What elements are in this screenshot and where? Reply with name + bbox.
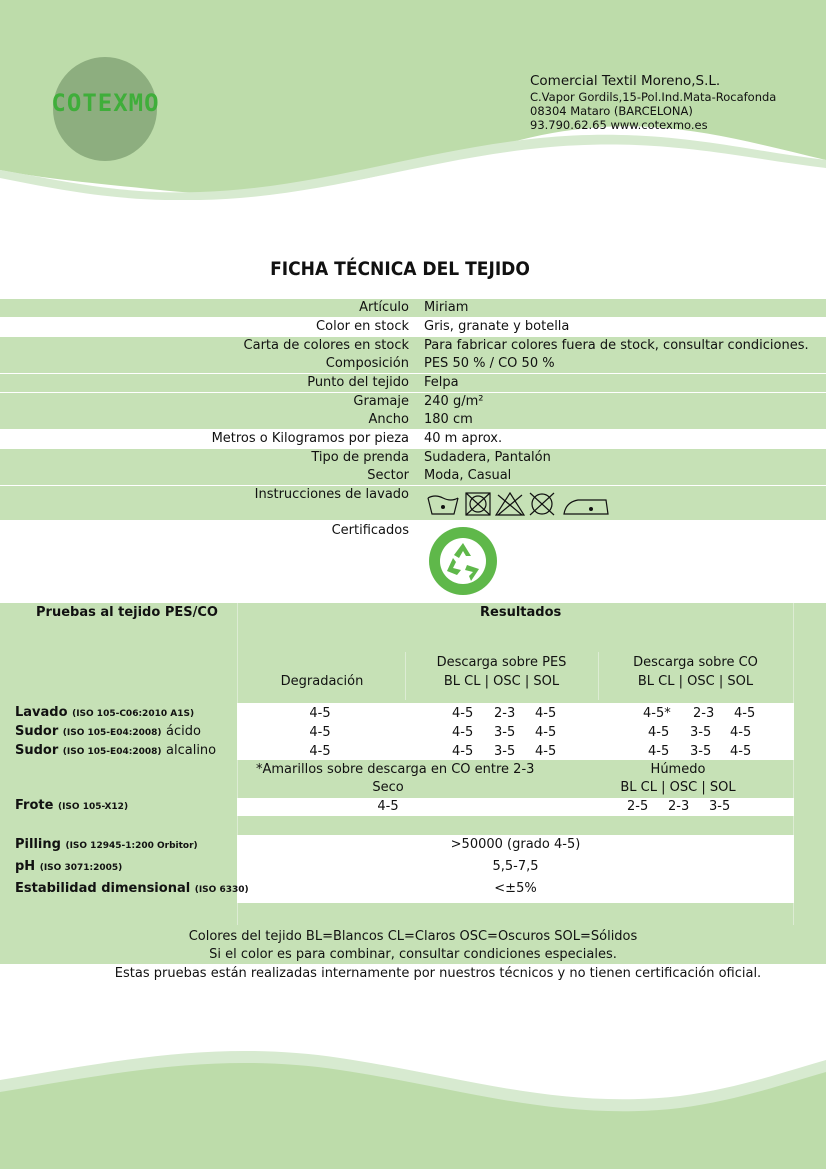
test-row-frote: [15, 798, 128, 813]
test-name: Lavado: [15, 705, 68, 720]
test-name: Sudor: [15, 743, 59, 758]
spec-row-tipo-prenda: [0, 449, 826, 467]
pes-value: 3-5: [494, 744, 516, 759]
pes-value: 4-5: [535, 706, 557, 721]
spec-value: Sudadera, Pantalón: [424, 450, 551, 465]
test-row-sudor-acido: [15, 724, 201, 739]
test-name: Frote: [15, 798, 54, 813]
test-row-ph: [15, 859, 122, 874]
company-city: 08304 Mataro (BARCELONA): [530, 104, 693, 118]
company-contact: 93.790.62.65 www.cotexmo.es: [530, 118, 708, 132]
test-iso: (ISO 105-X12): [57, 802, 129, 812]
test-iso: (ISO 6330): [194, 885, 249, 895]
spec-label: Color en stock: [316, 319, 409, 334]
pes-value: 4-5: [535, 725, 557, 740]
tests-header-right: Resultados: [480, 605, 562, 620]
no-bleach-icon: [466, 493, 490, 515]
test-suffix: alcalino: [166, 743, 217, 758]
spec-row-lavado: [0, 486, 826, 520]
co-value: 4-5: [648, 744, 670, 759]
frote-humedo-value: 2-5: [627, 799, 649, 814]
test-row-sudor-alcalino: [15, 743, 216, 758]
spec-row-sector: [0, 467, 826, 485]
test-iso: (ISO 12945-1:200 Orbitor): [65, 841, 198, 851]
seco-label: Seco: [372, 780, 404, 795]
deg-value: 4-5: [309, 725, 331, 740]
deg-value: 4-5: [309, 706, 331, 721]
test-iso: (ISO 3071:2005): [39, 863, 123, 873]
pes-value: 4-5: [452, 725, 474, 740]
amarillos-note: *Amarillos sobre descarga en CO entre 2-3: [256, 762, 535, 777]
test-suffix: ácido: [166, 724, 201, 739]
pes-value: 4-5: [452, 744, 474, 759]
col-pes-sub: BL CL | OSC | SOL: [443, 674, 560, 689]
pilling-value: >50000 (grado 4-5): [450, 837, 581, 852]
spec-row-articulo: [0, 299, 826, 317]
co-value: 4-5: [730, 725, 752, 740]
spec-value: Felpa: [424, 375, 459, 390]
spec-row-metros: [0, 430, 826, 448]
co-value: 4-5: [734, 706, 756, 721]
col-co-sub: BL CL | OSC | SOL: [637, 674, 754, 689]
frote-humedo-value: 3-5: [709, 799, 731, 814]
footer-background: [0, 1000, 826, 1169]
tests-header-left: Pruebas al tejido PES/CO: [36, 605, 218, 620]
washing-icons: [426, 490, 612, 518]
estabilidad-value: <±5%: [494, 881, 537, 896]
company-address: C.Vapor Gordils,15-Pol.Ind.Mata-Rocafonda: [530, 90, 777, 104]
deg-value: 4-5: [309, 744, 331, 759]
spec-row-certificados: [0, 522, 826, 540]
no-tumble-dry-icon: [496, 493, 524, 515]
spec-row-color-stock: [0, 318, 826, 336]
spec-label: Carta de colores en stock: [243, 338, 409, 353]
test-name: Estabilidad dimensional: [15, 881, 191, 896]
company-name: Comercial Textil Moreno,S.L.: [530, 73, 721, 89]
spec-value: 180 cm: [424, 412, 473, 427]
spec-row-gramaje: [0, 393, 826, 411]
spec-value: Moda, Casual: [424, 468, 512, 483]
logo-text: COTEXMO: [51, 89, 160, 117]
spec-label: Gramaje: [353, 394, 409, 409]
spec-value: Miriam: [424, 300, 469, 315]
page-title: FICHA TÉCNICA DEL TEJIDO: [270, 258, 530, 280]
pes-value: 4-5: [452, 706, 474, 721]
humedo-sub: BL CL | OSC | SOL: [620, 780, 736, 795]
spec-label: Certificados: [331, 523, 409, 538]
co-value: 4-5: [730, 744, 752, 759]
pes-value: 3-5: [494, 725, 516, 740]
humedo-label: Húmedo: [650, 762, 706, 777]
spec-value: PES 50 % / CO 50 %: [424, 356, 555, 371]
pes-value: 4-5: [535, 744, 557, 759]
co-value: 3-5: [690, 725, 712, 740]
co-value: 2-3: [693, 706, 715, 721]
spec-row-punto: [0, 374, 826, 392]
spec-label: Sector: [367, 468, 409, 483]
co-value: 4-5: [648, 725, 670, 740]
spec-row-composicion: [0, 355, 826, 373]
test-iso: (ISO 105-C06:2010 A1S): [72, 709, 195, 719]
iron-low-icon: [564, 500, 608, 514]
pes-value: 2-3: [494, 706, 516, 721]
frote-seco-value: 4-5: [377, 799, 399, 814]
ph-value: 5,5-7,5: [492, 859, 539, 874]
spec-label: Ancho: [368, 412, 409, 427]
spec-row-ancho: [0, 411, 826, 429]
col-degradacion: Degradación: [280, 674, 364, 689]
col-pes: Descarga sobre PES: [436, 655, 567, 670]
spec-label: Composición: [325, 356, 409, 371]
spec-label: Artículo: [359, 300, 409, 315]
spec-label: Instrucciones de lavado: [254, 487, 409, 502]
spec-label: Metros o Kilogramos por pieza: [211, 431, 409, 446]
spec-value: Gris, granate y botella: [424, 319, 570, 334]
test-row-pilling: [15, 837, 198, 852]
co-value: 4-5*: [643, 706, 671, 721]
combine-note: Si el color es para combinar, consultar condiciones especiales.: [209, 947, 617, 962]
test-name: Pilling: [15, 837, 61, 852]
spec-row-carta-colores: [0, 337, 826, 355]
col-co: Descarga sobre CO: [633, 655, 758, 670]
co-value: 3-5: [690, 744, 712, 759]
test-name: pH: [15, 859, 36, 874]
test-row-lavado: [15, 705, 194, 720]
spec-label: Tipo de prenda: [311, 450, 409, 465]
spec-value: Para fabricar colores fuera de stock, consultar condiciones.: [424, 338, 809, 353]
wash-30-icon: [428, 496, 458, 514]
test-iso: (ISO 105-E04:2008): [62, 728, 162, 738]
spec-value: 40 m aprox.: [424, 431, 503, 446]
eco-certificate-badge: [427, 525, 499, 597]
test-name: Sudor: [15, 724, 59, 739]
color-legend: Colores del tejido BL=Blancos CL=Claros OSC=Oscuros SOL=Sólidos: [188, 929, 638, 944]
frote-humedo-value: 2-3: [668, 799, 690, 814]
disclaimer: Estas pruebas están realizadas internamente por nuestros técnicos y no tienen certificación oficial.: [114, 966, 762, 981]
test-row-estabilidad: [15, 881, 249, 896]
test-iso: (ISO 105-E04:2008): [62, 747, 162, 757]
no-dry-clean-icon: [530, 493, 554, 515]
logo: [28, 57, 188, 161]
spec-value: 240 g/m²: [424, 394, 484, 409]
spec-label: Punto del tejido: [307, 375, 409, 390]
